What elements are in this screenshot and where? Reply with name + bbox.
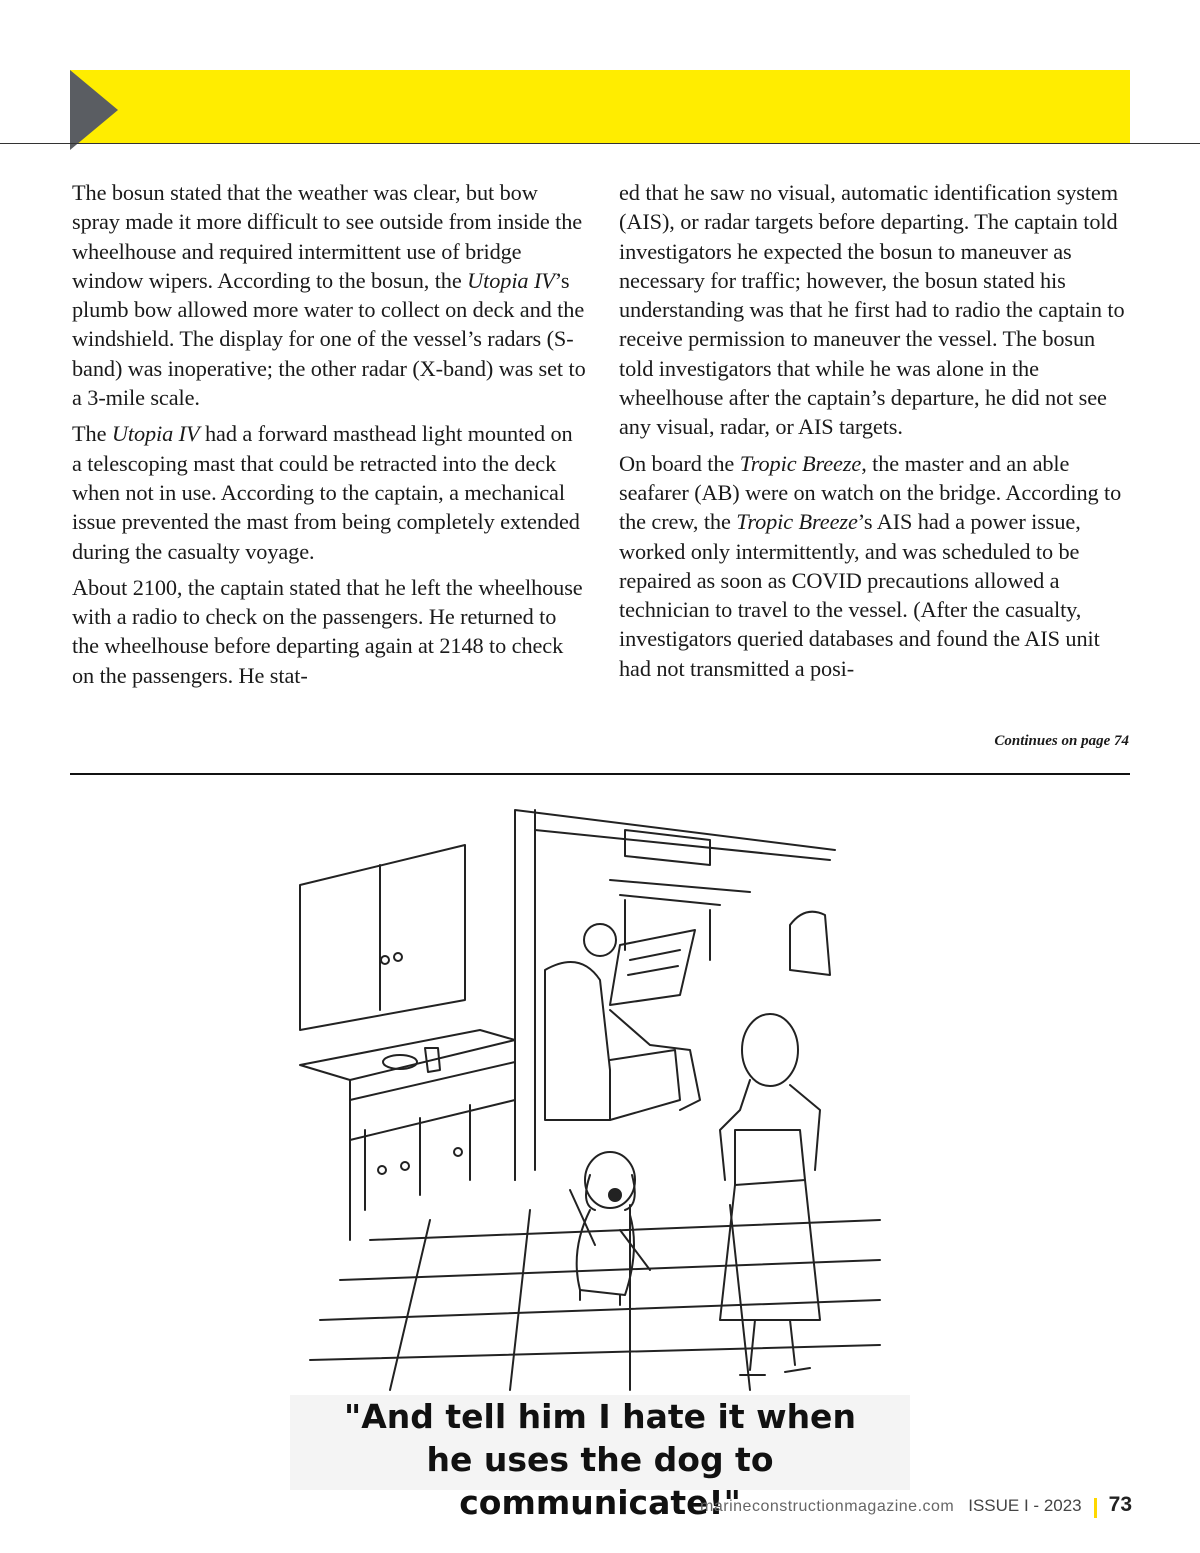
banner-arrow-icon: [70, 70, 118, 150]
section-rule: [70, 773, 1130, 775]
paragraph: The Utopia IV had a forward masthead light mounted on a telescoping mast that could be retracted into the deck when not in use. According to the captain, a mechanical issue prevented the mast from being completely extended during the casualty voyage.: [72, 421, 580, 564]
header-banner: [70, 70, 1130, 143]
caption-line: "And tell him I hate it when: [344, 1397, 856, 1436]
footer-divider: [1094, 1498, 1097, 1518]
issue-label: ISSUE I - 2023: [968, 1496, 1082, 1515]
article-column-left: [72, 178, 587, 697]
paragraph: On board the Tropic Breeze, the master and an able seafarer (AB) were on watch on the bridge. According to the crew, the Tropic Breeze’s AIS had a power issue, worked only intermittently, and was scheduled to be repaired as soon as COVID precautions allowed a technician to travel to the vessel. (After the casualty, investigators queried databases and found the AIS unit had not transmitted a posi-: [619, 450, 1122, 681]
article-column-right: [619, 178, 1134, 690]
cartoon-illustration: [280, 800, 920, 1400]
paragraph: ed that he saw no visual, automatic identification system (AIS), or radar targets before departing. The captain told investigators he expected the bosun to maneuver as necessary for traffic; however, the bosun stated his understanding was that he first had to radio the captain to receive permission to maneuver the vessel. The bosun told investigators that while he was alone in the wheelhouse after the captain’s departure, he did not see any visual, radar, or AIS targets.: [619, 180, 1125, 440]
header-rule: [0, 143, 1200, 144]
paragraph: The bosun stated that the weather was clear, but bow spray made it more difficult to see outside from inside the wheelhouse and required intermittent use of bridge window wipers. According to the bosun, the Utopia IV’s plumb bow allowed more water to collect on deck and the windshield. The display for one of the vessel’s radars (S-band) was inoperative; the other radar (X-band) was set to a 3-mile scale.: [72, 180, 586, 411]
continues-note: Continues on page 74: [994, 733, 1129, 749]
page-number: 73: [1108, 1493, 1132, 1516]
caption-line: he uses the dog to communicate!": [426, 1440, 774, 1522]
site-url: marineconstructionmagazine.com: [700, 1498, 955, 1515]
page-footer: [700, 1493, 1132, 1523]
paragraph: About 2100, the captain stated that he left the wheelhouse with a radio to check on the passengers. He returned to the wheelhouse before departing again at 2148 to check on the passengers. He stat-: [72, 574, 583, 688]
